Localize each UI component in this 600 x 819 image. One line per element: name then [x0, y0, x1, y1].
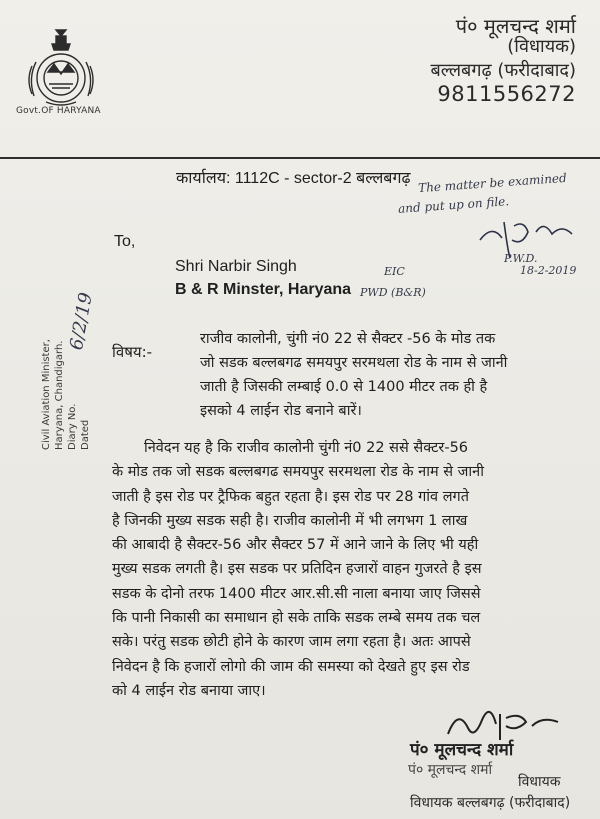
recipient-designation: B & R Minster, Haryana	[175, 281, 352, 298]
margin-stamp-line: Dated	[80, 419, 91, 450]
office-address: कार्यालय: 1112C - sector-2 बल्लबगढ़	[176, 170, 411, 187]
signature-stamp-name: पं० मूलचन्द शर्मा	[410, 740, 514, 760]
letterhead-name: पं० मूलचन्द शर्मा	[455, 14, 576, 38]
subject-block	[200, 327, 580, 423]
margin-stamp-line: Civil Aviation Minister,	[41, 339, 52, 450]
handwritten-dept-note: P.W.D.	[504, 252, 538, 265]
letterhead-phone: 9811556272	[437, 82, 576, 106]
signature-stamp-place: विधायक बल्लबगढ़ (फरीदाबाद)	[410, 795, 571, 811]
margin-stamp	[40, 339, 92, 450]
body-line: को 4 लाईन रोड बनाया जाए।	[112, 682, 266, 699]
body-line: के मोड तक जो सडक बल्लबगढ समयपुर सरमथला रोड के नाम से जानी	[112, 464, 484, 481]
subject-line: इसको 4 लाईन रोड बनाने बारें।	[200, 403, 362, 419]
subject-line: राजीव कालोनी, चुंगी नं0 22 से सैक्टर -56 के मोड तक	[200, 331, 496, 347]
body-line: सके। परंतु सडक छोटी होने के कारण जाम लगा रहता है। अतः आपसे	[112, 634, 471, 651]
salutation-to: To,	[114, 233, 136, 250]
letterhead-place: बल्लबगढ़ (फरीदाबाद)	[430, 60, 576, 81]
signature-stamp-name-2: पं० मूलचन्द शर्मा	[408, 762, 493, 778]
body-line: निवेदन यह है कि राजीव कालोनी चुंगी नं0 22 ससे सैक्टर-56	[144, 440, 469, 456]
body-line: जाती है इस रोड पर ट्रैफिक बहुत रहता है। इस रोड पर 28 गांव लगते	[112, 488, 469, 505]
margin-stamp-line: Diary No.	[67, 403, 78, 450]
body-line: है जिनकी मुख्य सडक सही है। राजीव कालोनी में भी लगभग 1 लाख	[112, 512, 468, 529]
subject-line: जाती है जिसकी लम्बाई 0.0 से 1400 मीटर तक ही है	[200, 379, 488, 395]
subject-label: विषय:-	[112, 343, 153, 361]
margin-handwritten-date: 6/2/19	[66, 290, 97, 352]
signature-stamp-title: विधायक	[518, 774, 561, 790]
handwritten-date-note: 18-2-2019	[520, 264, 577, 277]
govt-label: Govt.OF HARYANA	[16, 106, 101, 116]
subject-line: जो सडक बल्लबगढ समयपुर सरमथला रोड के नाम से जानी	[200, 355, 508, 371]
margin-stamp-line: Haryana, Chandigarh.	[54, 340, 65, 450]
body-line: निवेदन है कि हजारों लोगो की जाम की समस्या को देखते हुए इस रोड	[112, 658, 470, 675]
body-line: सडक के दोनो तरफ 1400 मीटर आर.सी.सी नाला बनाया जाए जिससे	[112, 585, 481, 602]
body-line: कि पानी निकासी का समाधान हो सके ताकि सडक लम्बे समय तक चल	[112, 610, 481, 627]
handwritten-eic-note: EIC	[384, 265, 405, 278]
haryana-emblem-icon	[22, 28, 100, 108]
handwritten-note-line1: The matter be examined	[417, 170, 568, 196]
letterhead-title: (विधायक)	[507, 36, 576, 57]
handwritten-pwd-note: PWD (B&R)	[360, 286, 426, 299]
body-line: की आबादी है सैक्टर-56 और सैक्टर 57 में आने जाने के लिए भी यही	[112, 537, 479, 554]
header-divider	[0, 157, 600, 159]
letter-body	[112, 436, 590, 703]
body-line: मुख्य सडक लगती है। इस सडक पर प्रतिदिन हजारों वाहन गुजरते है इस	[112, 561, 482, 578]
handwritten-note-line2: and put up on file.	[397, 194, 510, 216]
recipient-name: Shri Narbir Singh	[175, 258, 297, 275]
